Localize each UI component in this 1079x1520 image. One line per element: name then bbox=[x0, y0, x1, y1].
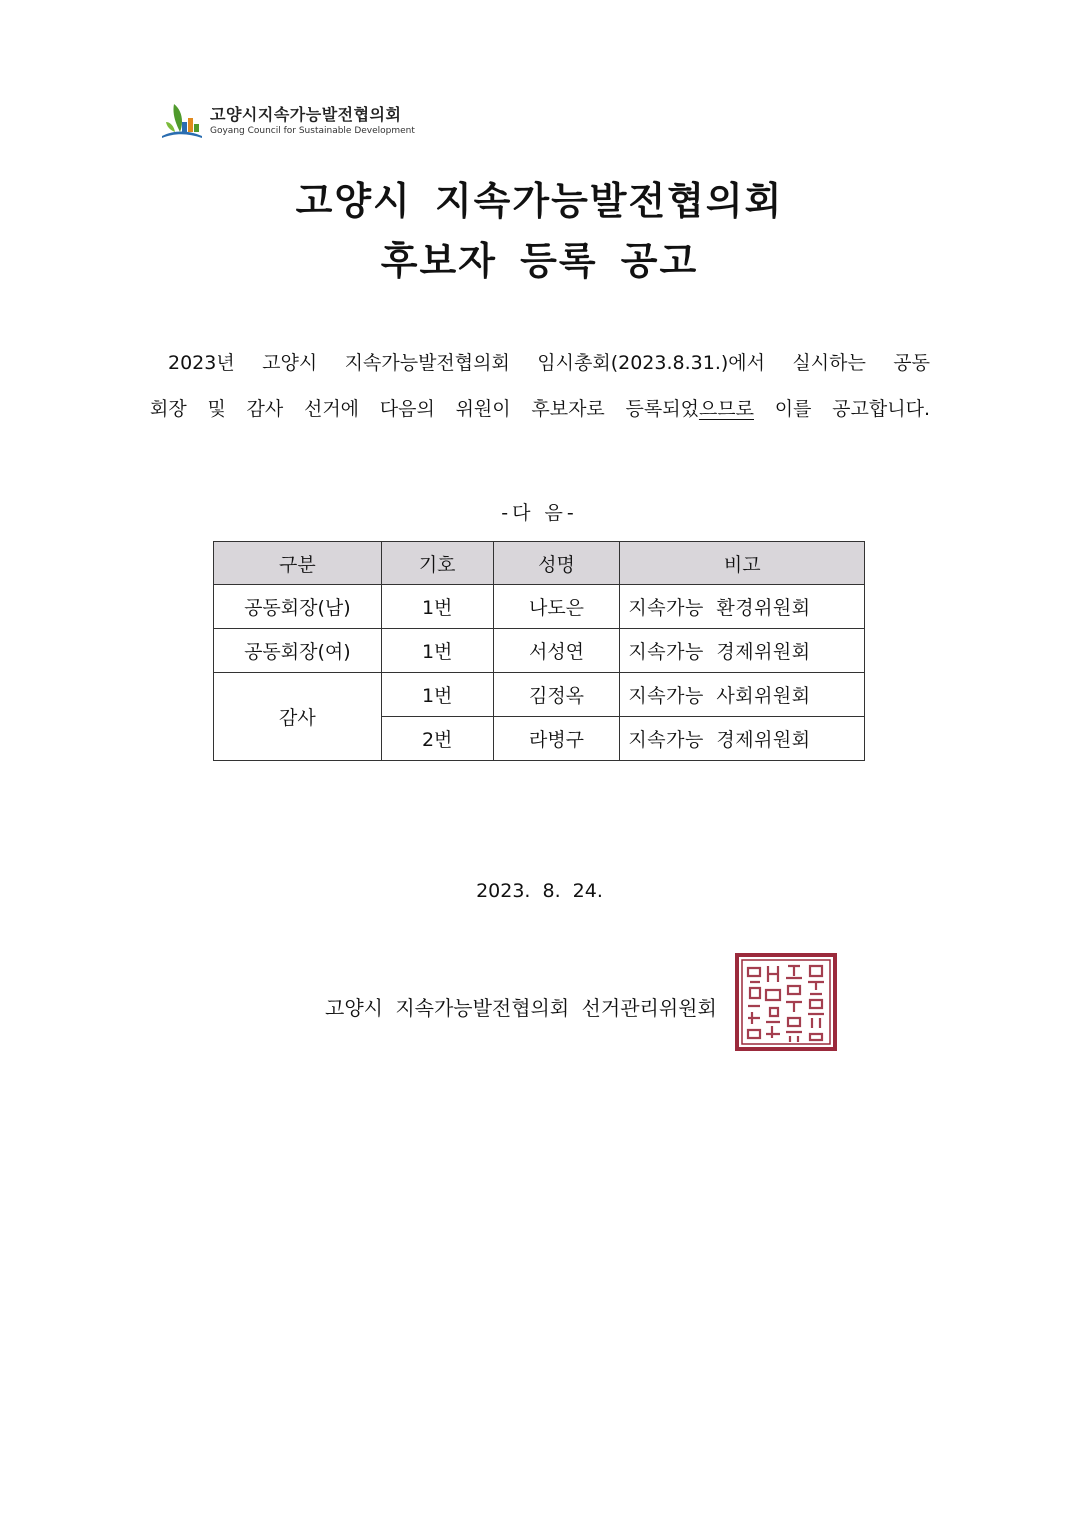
leaf-logo-icon bbox=[160, 100, 204, 142]
cell-name: 서성연 bbox=[493, 629, 620, 673]
announcement-date: 2023. 8. 24. bbox=[476, 880, 603, 902]
official-seal-stamp bbox=[734, 952, 838, 1052]
section-heading: -다 음- bbox=[501, 502, 578, 524]
table-row bbox=[214, 673, 865, 717]
table-row bbox=[214, 629, 865, 673]
column-header-name: 성명 bbox=[493, 542, 620, 585]
document-title-line1: 고양시 지속가능발전협의회 bbox=[295, 179, 784, 223]
table-header-row bbox=[214, 542, 865, 585]
announcement-text-part2: 이를 공고합니다. bbox=[754, 398, 930, 420]
logo-name-korean: 고양시지속가능발전협의회 bbox=[210, 105, 402, 124]
cell-remark: 지속가능 경제위원회 bbox=[620, 717, 865, 761]
cell-number: 1번 bbox=[381, 673, 493, 717]
cell-name: 나도은 bbox=[493, 585, 620, 629]
cell-category: 공동회장(여) bbox=[214, 629, 382, 673]
candidate-table bbox=[213, 541, 865, 761]
table-row bbox=[214, 585, 865, 629]
cell-number: 1번 bbox=[381, 585, 493, 629]
cell-number: 2번 bbox=[381, 717, 493, 761]
cell-name: 라병구 bbox=[493, 717, 620, 761]
document-title-line2: 후보자 등록 공고 bbox=[380, 239, 699, 283]
cell-remark: 지속가능 경제위원회 bbox=[620, 629, 865, 673]
cell-number: 1번 bbox=[381, 629, 493, 673]
announcement-text-part1: 회장 및 감사 선거에 다음의 위원이 후보자로 등록되었 bbox=[150, 398, 699, 420]
logo-name-english: Goyang Council for Sustainable Development bbox=[210, 126, 415, 136]
organization-logo bbox=[160, 100, 415, 142]
column-header-category: 구분 bbox=[214, 542, 382, 585]
column-header-number: 기호 bbox=[381, 542, 493, 585]
cell-category: 공동회장(남) bbox=[214, 585, 382, 629]
cell-category: 감사 bbox=[214, 673, 382, 761]
cell-name: 김정옥 bbox=[493, 673, 620, 717]
announcement-text-line2 bbox=[150, 386, 930, 432]
issuer-name: 고양시 지속가능발전협의회 선거관리위원회 bbox=[325, 996, 717, 1020]
cell-remark: 지속가능 사회위원회 bbox=[620, 673, 865, 717]
announcement-text-underlined: 으므로 bbox=[698, 398, 754, 420]
announcement-text-line1: 2023년 고양시 지속가능발전협의회 임시총회(2023.8.31.)에서 실시하는 공동 bbox=[168, 352, 930, 374]
cell-remark: 지속가능 환경위원회 bbox=[620, 585, 865, 629]
column-header-remark: 비고 bbox=[620, 542, 865, 585]
